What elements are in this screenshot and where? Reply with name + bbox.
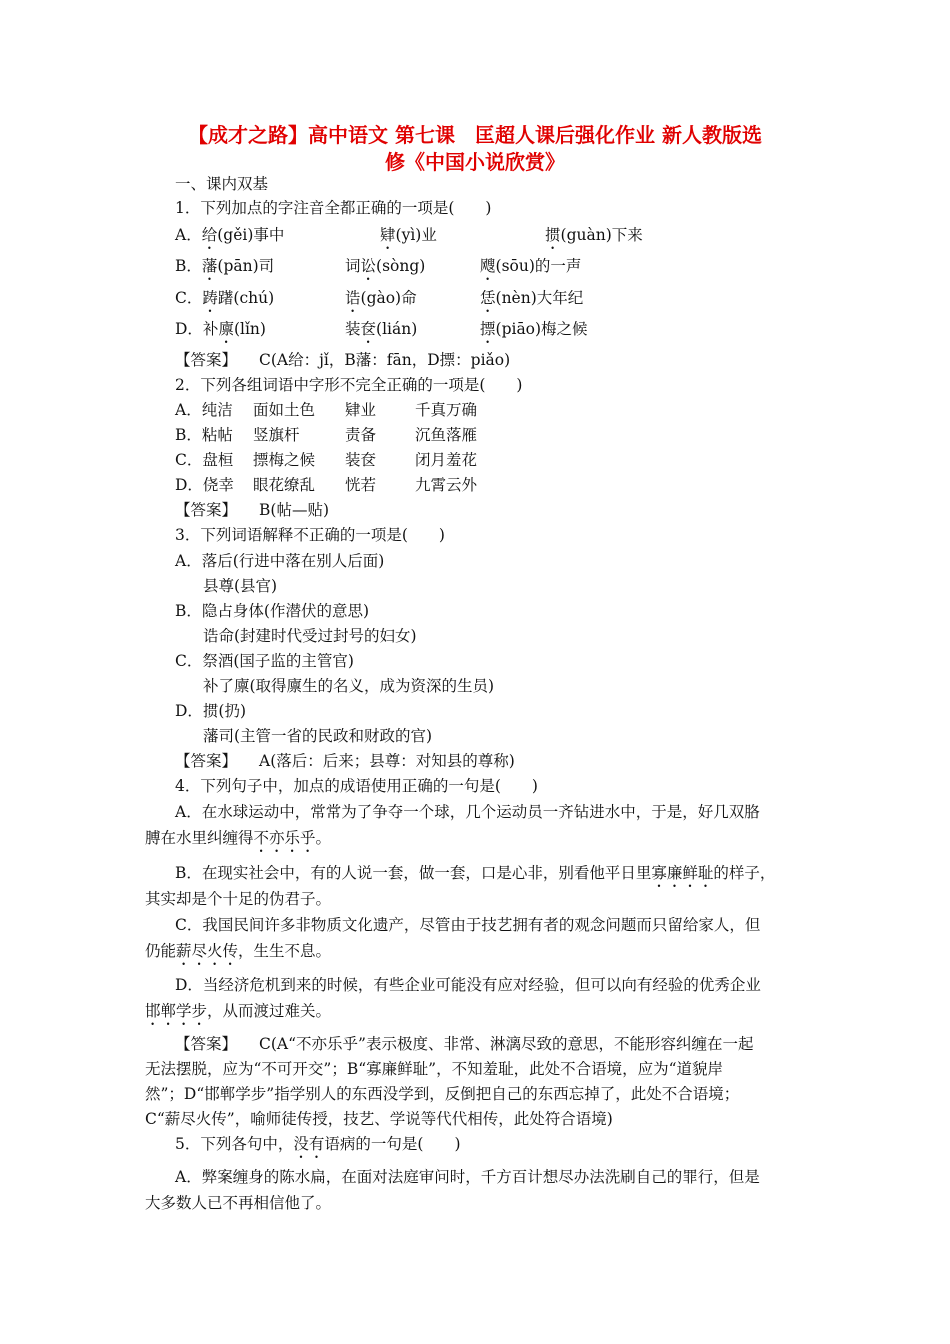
q2-option-a: A．纯洁 面如土色 肄业 千真万确 [175,401,478,419]
title-line-2: 修《中国小说欣赏》 [385,150,565,174]
q4-stem: 4．下列句子中，加点的成语使用正确的一句是( ) [175,777,538,795]
q2-answer: 【答案】 B(帖—贴) [175,501,330,519]
q2-stem: 2．下列各组词语中字形不完全正确的一项是( ) [175,376,523,394]
q4-answer-line3: 然”；D“邯郸学步”指学别人的东西没学到，反倒把自己的东西忘掉了，此处不合语境； [145,1085,740,1103]
q2-option-b: B．粘帖 竖旗杆 责备 沉鱼落雁 [175,426,478,444]
q3-answer: 【答案】 A(落后：后来；县尊：对知县的尊称) [175,752,515,770]
section-heading: 一、课内双基 [175,175,269,193]
q3-line: C．祭酒(国子监的主管官) [175,652,354,670]
q1-answer: 【答案】 C(A给：jǐ，B藩：fān，D摽：piǎo) [175,351,511,369]
q4-c-line2: 仍能薪尽火传，生生不息。 [145,942,332,960]
q4-d-line2: 邯郸学步，从而渡过难关。 [145,1002,332,1020]
q3-line: B．隐占身体(作潜伏的意思) [175,602,369,620]
q5-a-line2: 大多数人已不再相信他了。 [145,1194,332,1212]
q4-a-line1: A．在水球运动中，常常为了争夺一个球，几个运动员一齐钻进水中，于是，好几双胳 [175,803,760,821]
document-title [130,122,820,176]
q4-d-line1: D．当经济危机到来的时候，有些企业可能没有应对经验，但可以向有经验的优秀企业 [175,976,761,994]
q5-stem: 5．下列各句中，没有语病的一句是( ) [175,1135,461,1153]
q3-line: 县尊(县官) [203,577,278,595]
answer-tag: 【答案】 [175,351,238,369]
q2-option-c: C．盘桓 摽梅之候 装奁 闭月羞花 [175,451,478,469]
q1-stem: 1．下列加点的字注音全都正确的一项是( ) [175,199,492,217]
q4-a-line2: 膊在水里纠缠得不亦乐乎。 [145,829,332,847]
q2-option-d: D．侥幸 眼花缭乱 恍若 九霄云外 [175,476,478,494]
q4-b-line1: B．在现实社会中，有的人说一套，做一套，口是心非，别看他平日里寡廉鲜耻的样子， [175,864,776,882]
answer-tag: 【答案】 [175,501,238,519]
q3-line: D．掼(扔) [175,702,247,720]
q3-stem: 3．下列词语解释不正确的一项是( ) [175,526,445,544]
q3-line: 诰命(封建时代受过封号的妇女) [203,627,417,645]
q1-option-a: A．给(gěi)事中 肄(yì)业 掼(guàn)下来 [175,226,643,244]
q5-a-line1: A．弊案缠身的陈水扁，在面对法庭审问时，千方百计想尽办法洗刷自己的罪行，但是 [175,1168,760,1186]
q3-line: 补了廪(取得廪生的名义，成为资深的生员) [203,677,495,695]
answer-tag: 【答案】 [175,752,238,770]
answer-tag: 【答案】 [175,1035,238,1053]
q4-answer-line2: 无法摆脱，应为“不可开交”；B“寡廉鲜耻”，不知羞耻，此处不合语境，应为“道貌岸 [145,1060,724,1078]
q4-answer-line1: 【答案】 C(A“不亦乐乎”表示极度、非常、淋漓尽致的意思，不能形容纠缠在一起 [175,1035,754,1053]
q3-line: 藩司(主管一省的民政和财政的官) [203,727,433,745]
q4-c-line1: C．我国民间许多非物质文化遗产，尽管由于技艺拥有者的观念问题而只留给家人，但 [175,916,761,934]
title-line-1: 【成才之路】高中语文 第七课 匡超人课后强化作业 新人教版选 [188,123,762,147]
q1-option-b: B．藩(pān)司 词讼(sòng) 飕(sōu)的一声 [175,257,582,275]
q3-line: A．落后(行进中落在别人后面) [175,552,385,570]
q1-option-d: D．补廪(lǐn) 装奁(lián) 摽(piāo)梅之候 [175,320,588,338]
q1-option-c: C．踌躇(chú) 诰(gào)命 恁(nèn)大年纪 [175,289,584,307]
q4-answer-line4: C“薪尽火传”，喻师徒传授，技艺、学说等代代相传，此处符合语境) [145,1110,613,1128]
q4-b-line2: 其实却是个十足的伪君子。 [145,890,332,908]
